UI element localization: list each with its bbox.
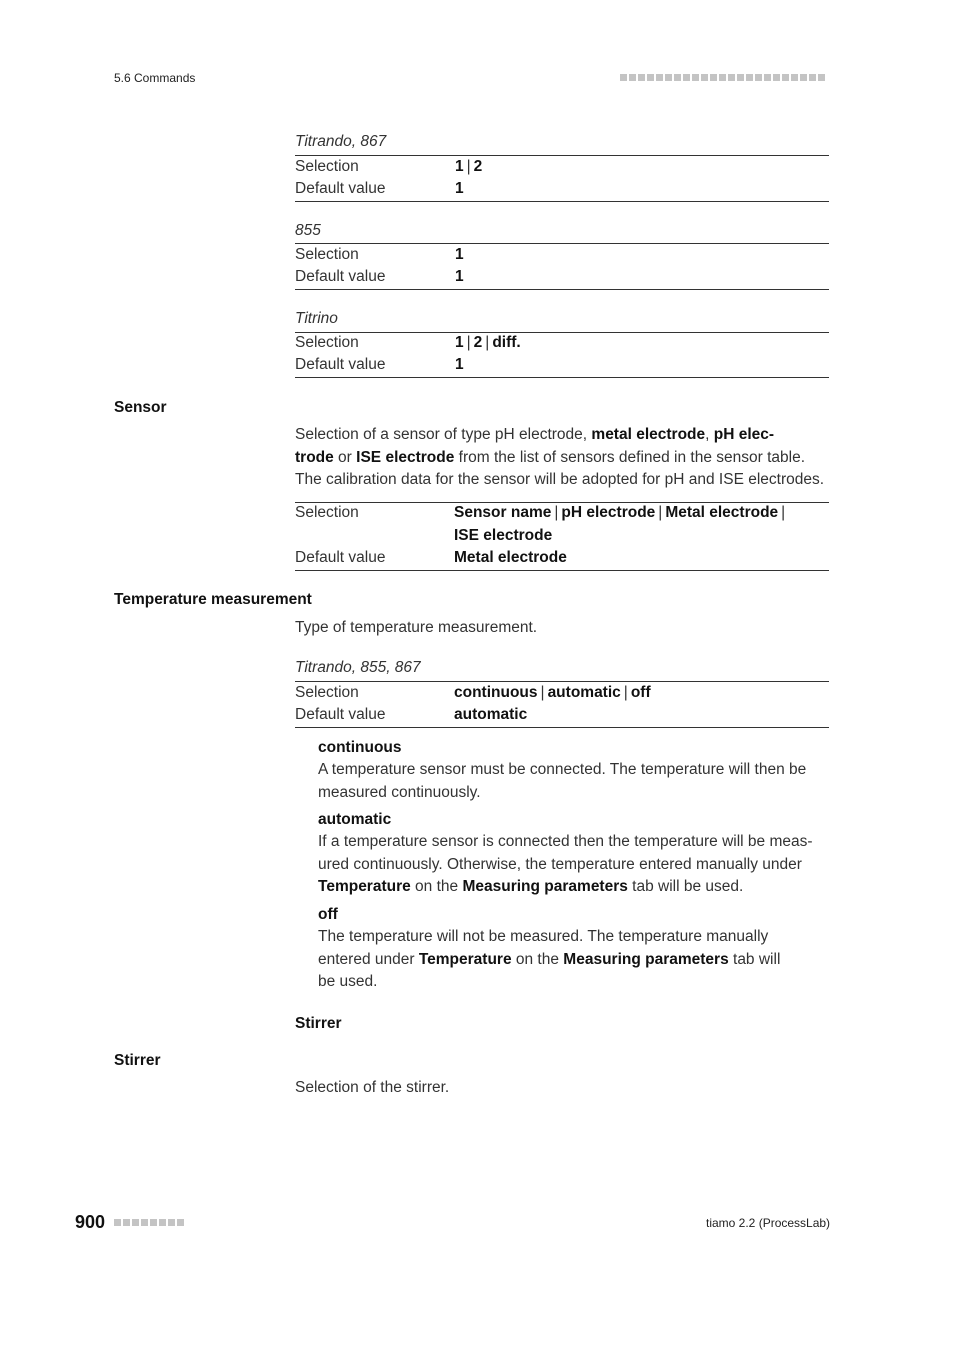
selection-option: Metal electrode [665,504,779,521]
text-run: measured continuously. [318,783,481,801]
definition-term-automatic: automatic [318,811,392,828]
text-run: Selection of a sensor of type pH electrode, [295,426,592,443]
selection-values [455,334,521,352]
table-rule-bottom [295,377,829,378]
selection-option: continuous [454,684,538,701]
text-run: , [705,426,714,443]
table-rule-top [295,332,829,333]
text-run: or [333,448,357,466]
text-run: be used. [318,973,378,991]
table-rule-bottom [295,201,829,202]
default-value-label: Default value [295,549,386,566]
selection-option: pH electrode [561,504,656,521]
text-run: on the [410,878,463,896]
definition-text-continuous [318,759,831,804]
selection-option: automatic [547,684,621,701]
option-separator: | [466,334,471,351]
selection-label: Selection [295,158,359,175]
definition-text-automatic [318,831,831,899]
table-rule-bottom [295,289,829,290]
default-value-label: Default value [295,268,386,285]
option-separator: | [554,504,559,521]
table-rule-top [295,243,829,244]
selection-values [455,246,464,264]
sensor-heading: Sensor [114,399,167,416]
default-value-label: Default value [295,356,386,373]
option-separator: | [540,684,545,701]
option-separator: | [658,504,663,521]
selection-option: 2 [473,158,483,175]
selection-option: 2 [473,334,483,351]
selection-label: Selection [295,334,359,351]
selection-option: diff. [492,334,521,351]
selection-label: Selection [295,504,359,521]
text-run: A temperature sensor must be connected. The temperature will then be [318,761,807,778]
header-decoration-dots [620,74,830,82]
text-run: tab will be used. [627,878,744,896]
option-separator: | [466,158,471,175]
footer-product-name: tiamo 2.2 (ProcessLab) [706,1216,831,1230]
selection-label: Selection [295,246,359,263]
emphasis-ise-electrode: ISE electrode [356,448,455,466]
option-separator: | [485,334,490,351]
selection-option: Sensor name [454,504,552,521]
stirrer-description: Selection of the stirrer. [295,1079,450,1096]
temperature-heading: Temperature measurement [114,591,312,608]
stirrer-subheading: Stirrer [295,1015,342,1032]
running-header-section: 5.6 Commands [114,71,196,85]
default-value-label: Default value [295,706,386,723]
table-rule-top [295,155,829,156]
selection-option: 1 [455,158,464,175]
text-run: The calibration data for the sensor will be adopted for pH and ISE electrodes. [295,471,825,489]
text-run: The temperature will not be measured. The temperature manually [318,928,769,945]
table-rule-bottom [295,727,829,728]
selection-label: Selection [295,684,359,701]
text-run: If a temperature sensor is connected then the temperature will be meas- [318,833,813,850]
selection-option: off [630,684,651,701]
text-run: from the list of sensors defined in the sensor table. [454,448,806,466]
table-caption: Titrando, 855, 867 [295,659,421,676]
table-caption: 855 [295,222,321,239]
selection-option: 1 [455,334,464,351]
default-value: automatic [454,706,528,723]
option-separator: | [781,504,786,521]
selection-values [454,684,651,702]
default-value: 1 [455,356,464,373]
table-rule-top [295,681,829,682]
temperature-description: Type of temperature measurement. [295,619,538,636]
table-caption: Titrino [295,310,338,327]
option-separator: | [623,684,628,701]
selection-values [454,502,830,547]
emphasis-measuring-parameters: Measuring parameters [462,878,628,896]
selection-option: 1 [455,246,464,263]
emphasis-temperature: Temperature [318,878,411,896]
text-run: entered under [318,950,419,968]
sensor-description [295,424,831,492]
emphasis-measuring-parameters: Measuring parameters [563,950,729,968]
text-run: ured continuously. Otherwise, the temperature entered manually under [318,855,802,873]
text-run: on the [511,950,564,968]
stirrer-heading: Stirrer [114,1052,161,1069]
table-rule-bottom [295,570,829,571]
definition-term-off: off [318,906,338,923]
text-run: tab will [728,950,781,968]
default-value: 1 [455,180,464,197]
selection-values [455,158,482,176]
definition-text-off [318,926,831,994]
emphasis-metal-electrode: metal electrode [591,426,706,443]
definition-term-continuous: continuous [318,739,402,756]
page-number: 900 [75,1212,106,1232]
default-value: 1 [455,268,464,285]
default-value: Metal electrode [454,549,567,566]
default-value-label: Default value [295,180,386,197]
table-caption: Titrando, 867 [295,133,387,150]
footer-decoration-dots [114,1219,184,1227]
emphasis-temperature: Temperature [418,950,512,968]
emphasis-ph-electrode: trode [295,448,334,466]
emphasis-ph-electrode: pH elec- [713,426,775,443]
selection-option: ISE electrode [454,526,553,544]
